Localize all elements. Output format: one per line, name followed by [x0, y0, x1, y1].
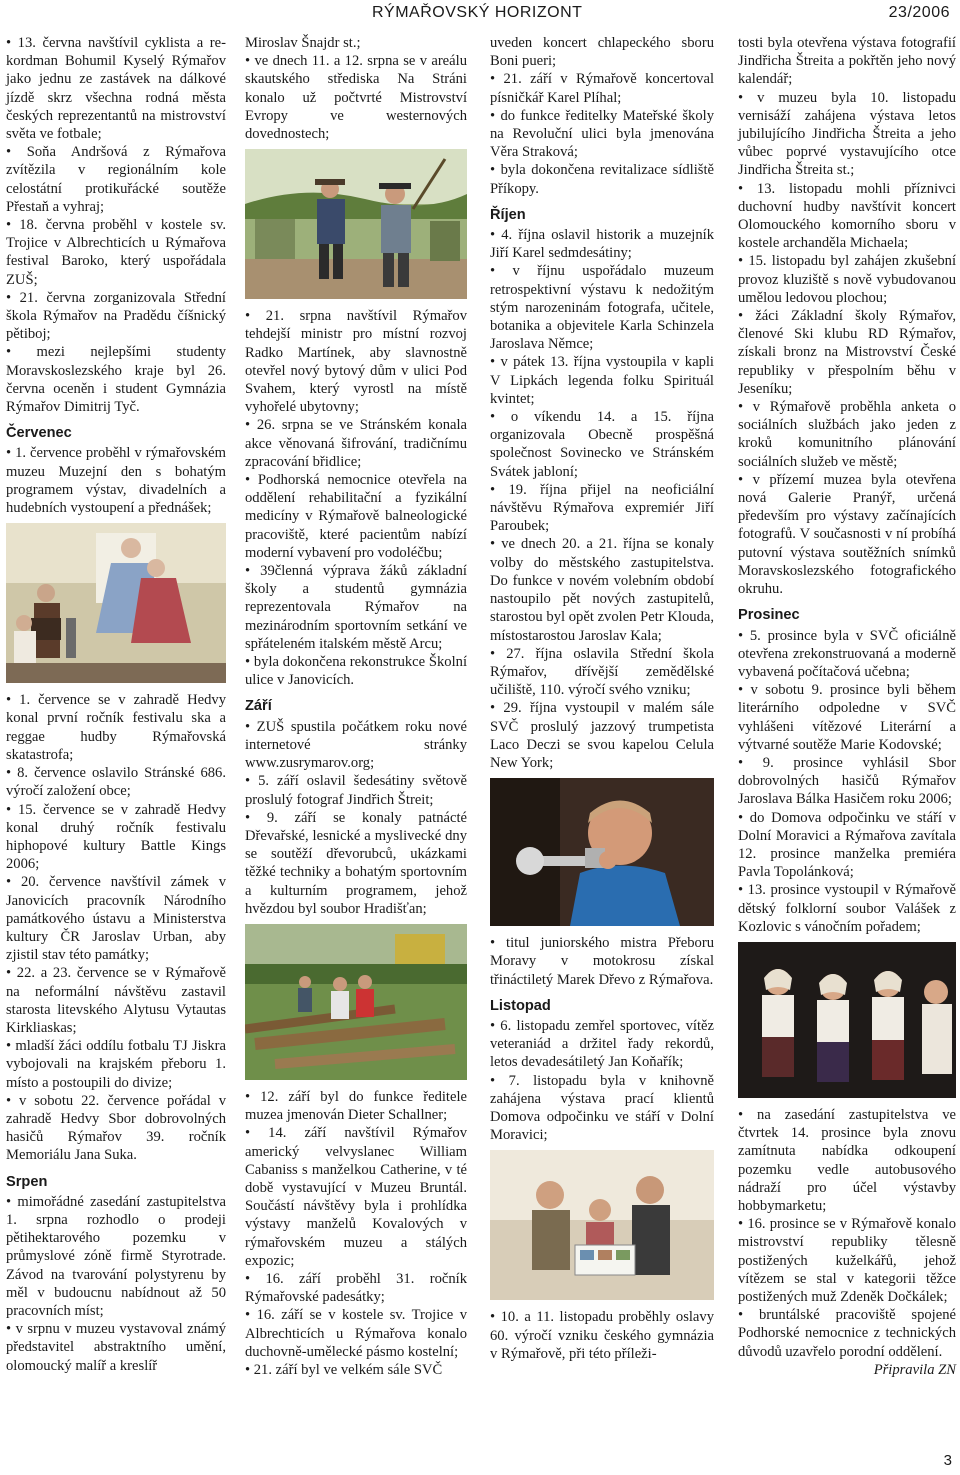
list-item: • 5. září oslavil šedesátiny světově proslulý fotograf Jindřich Štreit; [245, 773, 467, 808]
list-item: • žáci Základní školy Rýmařov, členové Ski klubu RD Rýmařov, získali bronz na Mistrovství České republiky v přespolním běhu v Jeseníku; [738, 308, 956, 397]
list-item: • 4. října oslavil historik a muzejník Jiří Karel sedmdesátiny; [490, 227, 714, 262]
list-item: • Podhorská nemocnice otevřela na oddělení rehabilitační a fyzikální medicíny v Rýmařově balneologické pracoviště, které pacientům nabízí moderní vybavení pro vodoléčbu; [245, 472, 467, 561]
column-4 [738, 34, 956, 1379]
list-item: • o víkendu 14. a 15. října organizovala Obecně prospěšná společnost Sovinecko ve Stránském Svátek jabloní; [490, 409, 714, 480]
list-item: • mimořádné zasedání zastupitelstva 1. srpna rozhodlo o prodeji pětihektarového pozemku v průmyslové zóně firmě Styrotrade. Závod na tvarování polystyrenu by měl v budoucnu nabídnout až 50 pracovních míst; [6, 1193, 226, 1319]
list-item: • v srpnu v muzeu vystavoval známý představitel abstraktního umění, olomoucký malíř a kreslíř [6, 1321, 226, 1374]
list-item: • 9. září se konaly patnácté Dřevařské, lesnické a myslivecké dny se soutěží dřevorubců, ukázkami těžké techniky a bohatým sportovním a kulturním programem, jehož hvězdou byl soubor Hradišťan; [245, 809, 467, 917]
list-item: • 21. září v Rýmařově koncertoval písničkář Karel Plíhal; [490, 71, 714, 106]
list-item: • 5. prosince byla v SVČ oficiálně otevřena zrekonstruovaná a moderně vybavená počítačová učebna; [738, 627, 956, 680]
list-item: • 16. září proběhl 31. ročník Rýmařovské padesátky; [245, 1270, 467, 1306]
list-item: • mladší žáci oddílu fotbalu TJ Jiskra vybojovali na krajském přeboru 1. místo a postoupili do divize; [6, 1038, 226, 1091]
section-heading-prosinec: Prosinec [738, 607, 800, 624]
july-items [6, 691, 226, 1164]
column-2 [245, 34, 467, 1379]
photo-trumpeter-image [490, 778, 714, 926]
list-item: • 16. prosince se v Rýmařově konalo mistrovství republiky tělesně postižených kuželkářů, jehož vítězem se stal v kategorii těžce postižených muž Zdeněk Dočkálek; [738, 1216, 956, 1305]
list-item: • 6. listopadu zemřel sportovec, vítěz veteraniád a držitel řady rekordů, letos devadesátiletý Jan Koňařík; [490, 1017, 714, 1071]
list-item: • v sobotu 9. prosince byli během literárního odpoledne v SVČ vyhlášeni vítězové Literární a výtvarné soutěže Marie Kodovské; [738, 682, 956, 753]
list-item: • 13. června navštívil cyklista a rekordman Bohumil Kyselý Rýmařov jako jednu ze zastávek na dálkové jízdě skrz všechna rodná města českých reprezentantů na mistrovství světa ve fotbale; [6, 35, 226, 143]
photo-exhibition [490, 1150, 714, 1300]
list-item: • 14. září navštívil Rýmařov americký velvyslanec William Cabaniss s manželkou Catherine, v té době vystavující v Muzeu Bruntál. Součástí návštěvy byla i prohlídka výstavy manželů Kovalových v rýmařovském muzeu a stálých expozic; [245, 1125, 467, 1269]
section-heading-listopad: Listopad [490, 997, 551, 1014]
june-items [6, 34, 226, 416]
list-item: • 26. srpna se ve Stránském konala akce věnovaná šifrování, tradičnímu zpracování břidlice; [245, 417, 467, 470]
list-item: • bruntálské pracoviště spojené Podhorské nemocnice z technických důvodů uzavřelo porodní oddělení. [738, 1307, 956, 1360]
list-item: • 13. prosince vystoupil v Rýmařově dětský folklorní soubor Valášek z Kozlovic s vánočním pořadem; [738, 882, 956, 935]
column-1 [6, 34, 226, 1375]
column-3 [490, 34, 714, 1363]
list-item: • titul juniorského mistra Přeboru Moravy v motokrosu získal třináctiletý Marek Dřevo z Rýmařova. [490, 935, 714, 988]
list-item: • do funkce ředitelky Mateřské školy na Revoluční ulici byla jmenována Věra Straková; [490, 107, 714, 161]
list-item: • 15. listopadu byl zahájen zkušební provoz kluziště s nově vybudovanou umělou ledovou plochou; [738, 253, 956, 306]
author-credit: Připravila ZN [873, 1361, 956, 1378]
list-item: • 21. srpna navštívil Rýmařov tehdejší ministr pro místní rozvoj Radko Martínek, aby slavnostně otevřel nový bytový dům v ulici Pod Svahem, který vyrostl na místě vyhořelé ubytovny; [245, 308, 467, 416]
list-item: • 21. září byl ve velkém sále SVČ [245, 1361, 443, 1378]
list-item: • 21. června zorganizovala Střední škola Rýmařov na Pradědu číšnický pětiboj; [6, 289, 226, 343]
list-item: • v přízemí muzea byla otevřena nová Galerie Pranýř, určená především pro výstavy začínajících fotografů. V současnosti v ní probíhá putovní výstava soutěžních snímků Moravskoslezského fotografického okruhu. [738, 471, 956, 598]
list-item: • 39členná výprava žáků základní školy a studentů gymnázia reprezentovala Rýmařov na mezinárodním sportovním setkání ve spřáteleném italském městě Arcu; [245, 563, 467, 652]
list-item: • mezi nejlepšími studenty Moravskoslezského kraje byl 26. června oceněn i student Gymnázia Rýmařov Dimitrij Tyč. [6, 344, 226, 416]
list-item: • 20. července navštívil zámek v Janovicích pracovník Národního památkového ústavu a Ministerstva kultury ČR Jaroslav Urban, aby zjistil stav této památky; [6, 874, 226, 964]
photo-folklore-ensemble [738, 942, 956, 1098]
list-item: • 15. července se v zahradě Hedvy konal druhý ročník festivalu hiphopové kultury Battle Kings 2006; [6, 801, 226, 873]
list-item: • do Domova odpočinku ve stáří v Dolní Moravici a Rýmařova zavítala 12. prosince manželka premiéra Pavla Topolánková; [738, 809, 956, 881]
photo-woodcutter-days [245, 924, 467, 1080]
list-item: • 10. a 11. listopadu proběhly oslavy 60. výročí vzniku českého gymnázia v Rýmařově, při této příleži- [490, 1309, 714, 1362]
list-item: • 1. července se v zahradě Hedvy konal první ročník festivalu ska a reggae hudby Rýmařovská skatastrofa; [6, 692, 226, 763]
list-item: • byla dokončena rekonstrukce Školní ulice v Janovicích. [245, 654, 467, 689]
list-item: • 27. října oslavila Střední škola Rýmařov, dřívější zemědělské učiliště, 110. výročí svého vzniku; [490, 645, 714, 699]
section-heading-cervenec: Červenec [6, 425, 72, 442]
list-item: • 1. července proběhl v rýmařovském muzeu Muzejní den s bohatým programem výstav, divadelních a hudebních vystoupení a přednášek; [6, 445, 226, 517]
publication-title: RÝMAŘOVSKÝ HORIZONT [372, 4, 583, 21]
list-item: • v muzeu byla 10. listopadu vernisáží zahájena výstava letos jubilujícího Jindřicha Štreita a jeho vůbec poprvé vystavujícího otce Jindřicha Štreita st.; [738, 89, 956, 179]
list-item: • Soňa Andršová z Rýmařova zvítězila v regionálním kole celostátní protikuřácké soutěže Přestaň a vyhraj; [6, 144, 226, 215]
photo-western-image [245, 149, 467, 299]
list-item: tosti byla otevřena výstava fotografií Jindřicha Štreita a pokřtěn jeho nový kalendář; [738, 35, 956, 88]
list-item: • na zasedání zastupitelstva ve čtvrtek 14. prosince byla znovu zamítnuta nabídka odkoupení pozemku vedle autobusového nádraží pro účel výstavby hobbymarketu; [738, 1106, 956, 1214]
list-item: • 22. a 23. července se v Rýmařově na neformální návštěvu zastavil starosta litevského Alytusu Vytautas Kirkliaskas; [6, 965, 226, 1036]
list-item: Miroslav Šnajdr st.; [245, 35, 361, 51]
list-item: • 18. června proběhl v kostele sv. Trojice v Albrechticích u Rýmařova festival Baroko, který uspořádala ZUŠ; [6, 217, 226, 288]
list-item: • ve dnech 20. a 21. října se konaly volby do městského zastupitelstva. Do funkce v novém volebním období nastoupilo pět nových zastupitelů, starostou byl opět zvolen Petr Klouda, místostarostou Jaroslav Kala; [490, 536, 714, 644]
list-item: • byla dokončena revitalizace sídliště Příkopy. [490, 162, 714, 197]
section-heading-rijen: Říjen [490, 206, 526, 223]
list-item: • 13. listopadu mohli příznivci duchovní hudby navštívit koncert Olomouckého komorního sboru v kostele archanděla Michaela; [738, 180, 956, 252]
list-item: • v pátek 13. října vystoupila v kapli V Lipkách legenda folku Spirituál kvintet; [490, 354, 714, 407]
list-item: • 8. července oslavilo Stránské 686. výročí založení obce; [6, 765, 226, 800]
list-item: • 9. prosince vyhlásil Sbor dobrovolných hasičů Rýmařov Jaroslava Bálka Hasičem roku 2006; [738, 754, 956, 808]
photo-trumpeter [490, 778, 714, 926]
photo-folklore-image [738, 942, 956, 1098]
list-item: • ZUŠ spustila počátkem roku nové internetové stránky www.zusrymarov.org; [245, 718, 467, 772]
photo-woodcutter-image [245, 924, 467, 1080]
list-item: • 29. října vystoupil v malém sále SVČ proslulý jazzový trumpetista Laco Deczi se svou kapelou Celula New York; [490, 700, 714, 771]
page-number: 3 [943, 1452, 952, 1469]
list-item: • v Rýmařově proběhla anketa o sociálních službách jako jeden z kroků komunitního plánování sociálních služeb ve městě; [738, 399, 956, 470]
list-item: • 7. listopadu byla v knihovně zahájena výstava prací klientů Domova odpočinku ve stáří v Dolní Moravici; [490, 1072, 714, 1144]
photo-exhibition-image [490, 1150, 714, 1300]
list-item: • v sobotu 22. července pořádal v zahradě Hedvy Sbor dobrovolných hasičů Rýmařov 39. ročník Memoriálu Jana Suka. [6, 1092, 226, 1164]
section-heading-zari: Září [245, 698, 272, 715]
list-item: • ve dnech 11. a 12. srpna se v areálu skautského střediska Na Stráni konalo už počtvrté Mistrovství Evropy ve westernových dovednostech; [245, 53, 467, 143]
issue-number: 23/2006 [888, 4, 950, 21]
list-item: • v říjnu uspořádalo muzeum retrospektivní výstavu k nedožitým stým narozeninám fotografa, učitele, botanika a objevitele Karla Schinzela Jaroslava Němce; [490, 263, 714, 353]
section-heading-srpen: Srpen [6, 1173, 48, 1190]
photo-museum-day-image [6, 523, 226, 683]
photo-western-championship [245, 149, 467, 299]
photo-museum-day [6, 523, 226, 683]
list-item: • 19. října přijel na neoficiální návštěvu Rýmařova expremiér Jiří Paroubek; [490, 481, 714, 535]
page-header [0, 0, 960, 28]
list-item: uveden koncert chlapeckého sboru Boni pueri; [490, 35, 714, 70]
list-item: • 12. září byl do funkce ředitele muzea jmenován Dieter Schallner; [245, 1088, 467, 1124]
august-items [245, 307, 467, 689]
list-item: • 16. září se v kostele sv. Trojice v Albrechticích u Rýmařova konalo duchovně-umělecké pásmo kostelní; [245, 1307, 467, 1360]
